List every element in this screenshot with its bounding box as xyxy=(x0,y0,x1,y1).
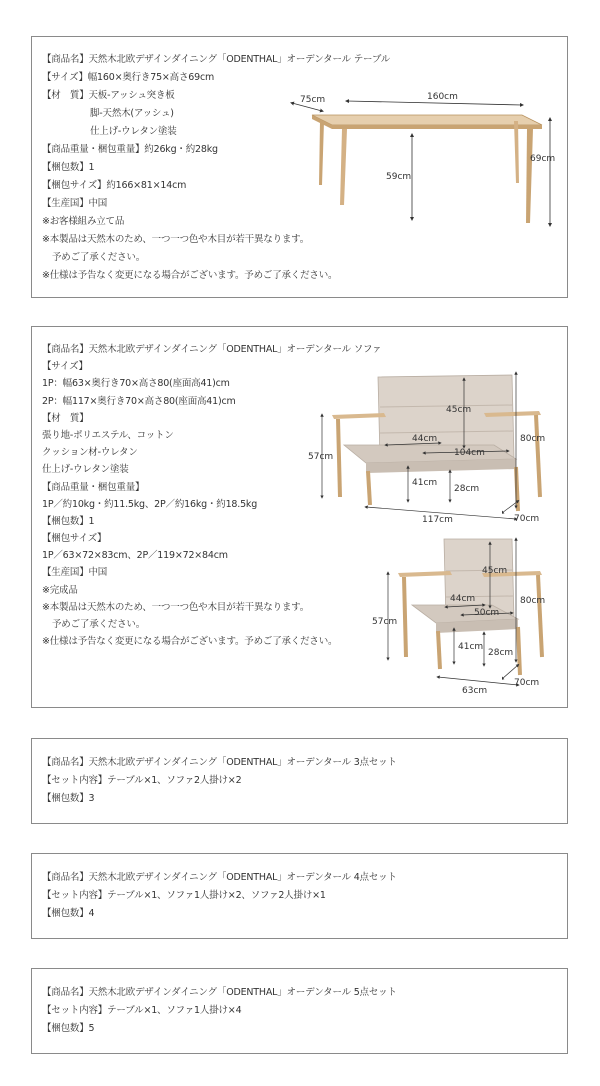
spec-line: 【商品重量・梱包重量】 xyxy=(42,481,145,493)
set4-panel xyxy=(31,853,568,939)
set4-text xyxy=(42,869,397,923)
spec-line: 【商品名】天然木北欧デザインダイニング「ODENTHAL」オーデンタール ソファ xyxy=(42,344,382,355)
spec-line: ※仕様は予告なく変更になる場合がございます。予めご了承ください。 xyxy=(42,270,338,281)
sofa-1p-dims-right xyxy=(502,535,564,695)
dim-1p-height: 80cm xyxy=(520,596,546,606)
spec-line: 【生産国】中国 xyxy=(42,198,108,209)
spec-line: 1P／63×72×83cm、2P／119×72×84cm xyxy=(42,550,228,562)
sofa-1p-arm-left xyxy=(398,571,452,577)
spec-line: 【商品名】天然木北欧デザインダイニング「ODENTHAL」オーデンタール テーブル xyxy=(42,54,391,65)
spec-line: 【セット内容】テーブル×1、ソファ1人掛け×2、ソファ2人掛け×1 xyxy=(42,890,326,901)
set5-text xyxy=(42,984,397,1038)
table-top xyxy=(312,115,542,125)
spec-line: 【商品名】天然木北欧デザインダイニング「ODENTHAL」オーデンタール 3点セット xyxy=(42,757,397,768)
spec-line: 脚-天然木(アッシュ) xyxy=(90,108,174,119)
dim-2p-seat-width: 104cm xyxy=(454,448,485,458)
dim-leg: 59cm xyxy=(386,172,412,182)
dim-width: 160cm xyxy=(427,92,458,102)
set3-panel xyxy=(31,738,568,824)
spec-line: 【セット内容】テーブル×1、ソファ1人掛け×4 xyxy=(42,1005,242,1016)
dim-1p-arm-label: 57cm xyxy=(372,617,398,627)
sofa-arm-left xyxy=(332,413,386,419)
dim-1p-seat-width: 50cm xyxy=(474,608,500,618)
spec-line: クッション材-ウレタン xyxy=(42,447,138,459)
spec-line: ※お客様組み立て品 xyxy=(42,216,125,227)
spec-line: ※本製品は天然木のため、一つ一つ色や木目が若干異なります。 xyxy=(42,601,310,613)
spec-line: 【サイズ】幅160×奥行き75×高さ69cm xyxy=(42,72,215,83)
sofa-spec-panel xyxy=(31,326,568,708)
spec-line: 予めご了承ください。 xyxy=(52,619,146,630)
spec-line: 【生産国】中国 xyxy=(42,567,108,579)
spec-line: ※本製品は天然木のため、一つ一つ色や木目が若干異なります。 xyxy=(42,234,310,245)
dim-1p-back: 45cm xyxy=(482,566,508,576)
spec-line: 1P：幅63×奥行き70×高さ80(座面高41)cm xyxy=(42,378,230,390)
table-leg xyxy=(526,129,533,223)
spec-line: 【セット内容】テーブル×1、ソファ2人掛け×2 xyxy=(42,775,242,786)
spec-line: 【梱包数】1 xyxy=(42,515,95,527)
table-leg xyxy=(340,129,347,205)
sofa-2p-dims-right xyxy=(502,367,564,527)
spec-line: 【梱包数】1 xyxy=(42,162,95,173)
spec-line: 【サイズ】 xyxy=(42,361,88,373)
spec-line: 【材 質】天板-アッシュ突き板 xyxy=(42,90,175,101)
spec-line: 仕上げ-ウレタン塗装 xyxy=(90,126,177,137)
spec-line: 【梱包サイズ】約166×81×14cm xyxy=(42,180,187,191)
spec-line: 【商品名】天然木北欧デザインダイニング「ODENTHAL」オーデンタール 4点セット xyxy=(42,872,397,883)
set3-text xyxy=(42,754,397,808)
dim-1p-seat-depth: 44cm xyxy=(450,594,476,604)
dim-2p-seat-depth: 44cm xyxy=(412,434,438,444)
spec-line: 【梱包数】3 xyxy=(42,793,95,804)
spec-line: 【商品名】天然木北欧デザインダイニング「ODENTHAL」オーデンタール 5点セット xyxy=(42,987,397,998)
dim-2p-depth: 70cm xyxy=(514,514,540,524)
dim-2p-back: 45cm xyxy=(446,405,472,415)
table-leg xyxy=(514,121,519,183)
dim-1p-depth: 70cm xyxy=(514,678,540,688)
spec-line: 【材 質】 xyxy=(42,412,89,424)
spec-line: 予めご了承ください。 xyxy=(52,252,146,263)
dim-depth: 75cm xyxy=(300,95,326,105)
spec-line: ※完成品 xyxy=(42,584,78,596)
dim-2p-seat-h: 41cm xyxy=(412,478,438,488)
dim-2p-height: 80cm xyxy=(520,434,546,444)
dim-1p-inner: 28cm xyxy=(488,648,514,658)
dim-2p-inner: 28cm xyxy=(454,484,480,494)
table-spec-panel xyxy=(31,36,568,298)
dim-2p-width: 117cm xyxy=(422,515,453,525)
spec-line: ※仕様は予告なく変更になる場合がございます。予めご了承ください。 xyxy=(42,636,338,648)
spec-line: 【梱包数】4 xyxy=(42,908,95,919)
dim-1p-seat-h: 41cm xyxy=(458,642,484,652)
spec-line: 【梱包サイズ】 xyxy=(42,533,107,545)
spec-line: 【梱包数】5 xyxy=(42,1023,95,1034)
spec-line: 張り地-ポリエステル、コットン xyxy=(42,429,174,441)
set5-panel xyxy=(31,968,568,1054)
dim-1p-width: 63cm xyxy=(462,686,488,695)
spec-line: 2P：幅117×奥行き70×高さ80(座面高41)cm xyxy=(42,395,236,407)
table-diagram xyxy=(272,85,562,235)
table-leg xyxy=(319,121,324,185)
spec-line: 【商品重量・梱包重量】約26kg・約28kg xyxy=(42,144,218,155)
spec-line: 1P／約10kg・約11.5kg、2P／約16kg・約18.5kg xyxy=(42,498,258,510)
dim-height: 69cm xyxy=(530,154,556,164)
spec-line: 仕上げ-ウレタン塗装 xyxy=(42,464,129,476)
dim-2p-arm: 57cm xyxy=(308,452,334,462)
